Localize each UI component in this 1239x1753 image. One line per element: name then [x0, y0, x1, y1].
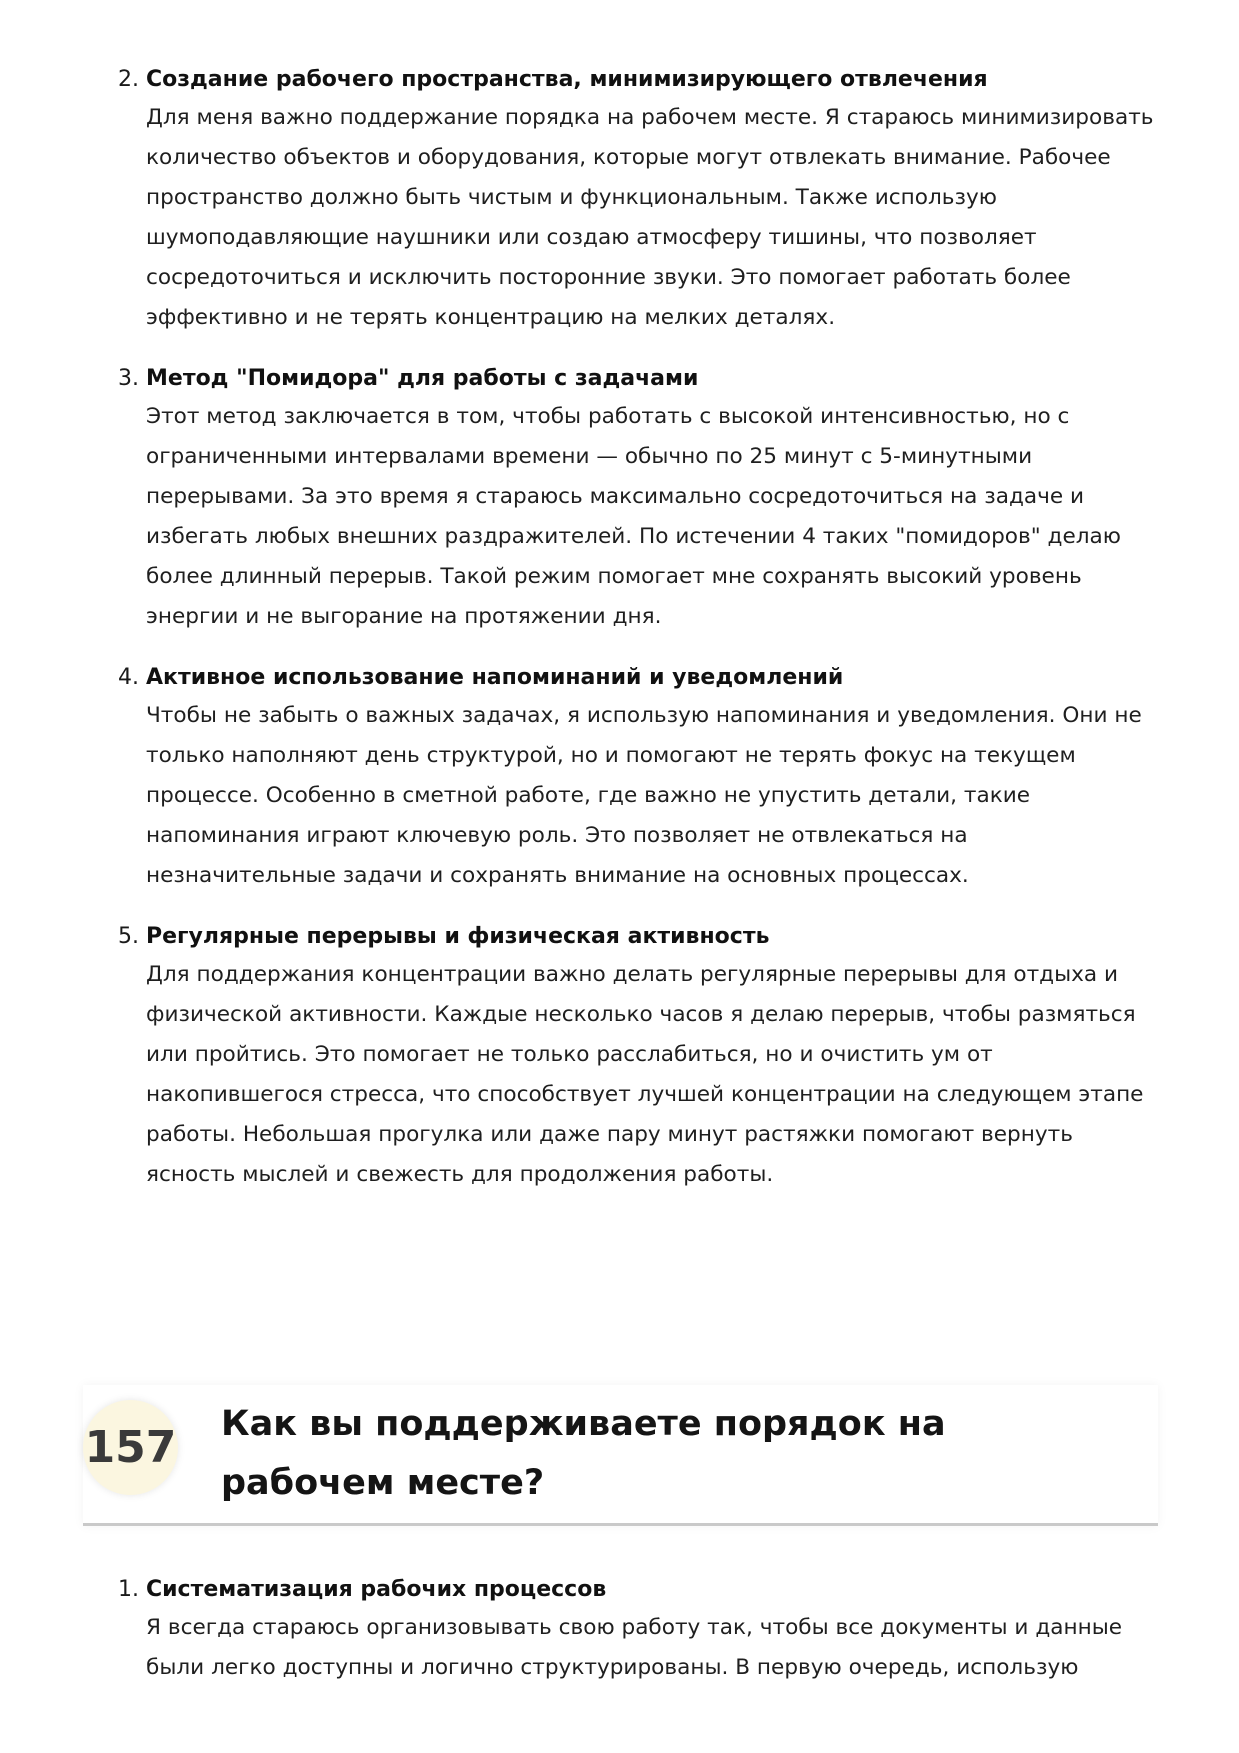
item-title: Систематизация рабочих процессов [146, 1577, 607, 1602]
item-body: Этот метод заключается в том, чтобы работать с высокой интенсивностью, но с ограниченными интервалами времени — обычно по 25 минут с 5-минутными перерывами. За это время я стараюсь максимально сосредоточиться на задаче и избегать любых внешних раздражителей. По истечении 4 таких "помидоров" делаю более длинный перерыв. Такой режим помогает мне сохранять высокий уровень энергии и не выгорание на протяжении дня. [146, 404, 1121, 629]
item-number: 5. [118, 924, 139, 949]
item-title: Активное использование напоминаний и уведомлений [146, 665, 844, 690]
item-number: 1. [118, 1577, 139, 1602]
item-body: Я всегда стараюсь организовывать свою работу так, чтобы все документы и данные были легко доступны и логично структурированы. В первую очередь, использую [146, 1615, 1123, 1680]
item-body: Для поддержания концентрации важно делать регулярные перерывы для отдыха и физической активности. Каждые несколько часов я делаю перерыв, чтобы размяться или пройтись. Это помогает не только расслабиться, но и очистить ум от накопившегося стресса, что способствует лучшей концентрации на следующем этапе работы. Небольшая прогулка или даже пару минут растяжки помогают вернуть ясность мыслей и свежесть для продолжения работы. [146, 962, 1144, 1187]
item-number: 4. [118, 665, 139, 690]
question-number-badge: 157 [83, 1400, 178, 1495]
item-body: Для меня важно поддержание порядка на рабочем месте. Я стараюсь минимизировать количество объектов и оборудования, которые могут отвлекать внимание. Рабочее пространство должно быть чистым и функциональным. Также использую шумоподавляющие наушники или создаю атмосферу тишины, что позволяет сосредоточиться и исключить посторонние звуки. Это помогает работать более эффективно и не терять концентрацию на мелких деталях. [146, 105, 1154, 330]
item-title: Регулярные перерывы и физическая активность [146, 924, 770, 949]
item-number: 2. [118, 67, 139, 92]
question-title: Как вы поддерживаете порядок на рабочем месте? [221, 1404, 946, 1503]
list-item [118, 1572, 1158, 1688]
list-item [118, 361, 1158, 637]
list-item [118, 660, 1158, 896]
item-title: Метод "Помидора" для работы с задачами [146, 366, 699, 391]
question-header [83, 1385, 1158, 1526]
list-item [118, 919, 1158, 1195]
answer-list-top [118, 62, 1158, 1218]
item-body: Чтобы не забыть о важных задачах, я использую напоминания и уведомления. Они не только наполняют день структурой, но и помогают не терять фокус на текущем процессе. Особенно в сметной работе, где важно не упустить детали, такие напоминания играют ключевую роль. Это позволяет не отвлекаться на незначительные задачи и сохранять внимание на основных процессах. [146, 703, 1142, 888]
item-number: 3. [118, 366, 139, 391]
list-item [118, 62, 1158, 338]
answer-list-bottom [118, 1572, 1158, 1711]
item-title: Создание рабочего пространства, минимизирующего отвлечения [146, 67, 988, 92]
